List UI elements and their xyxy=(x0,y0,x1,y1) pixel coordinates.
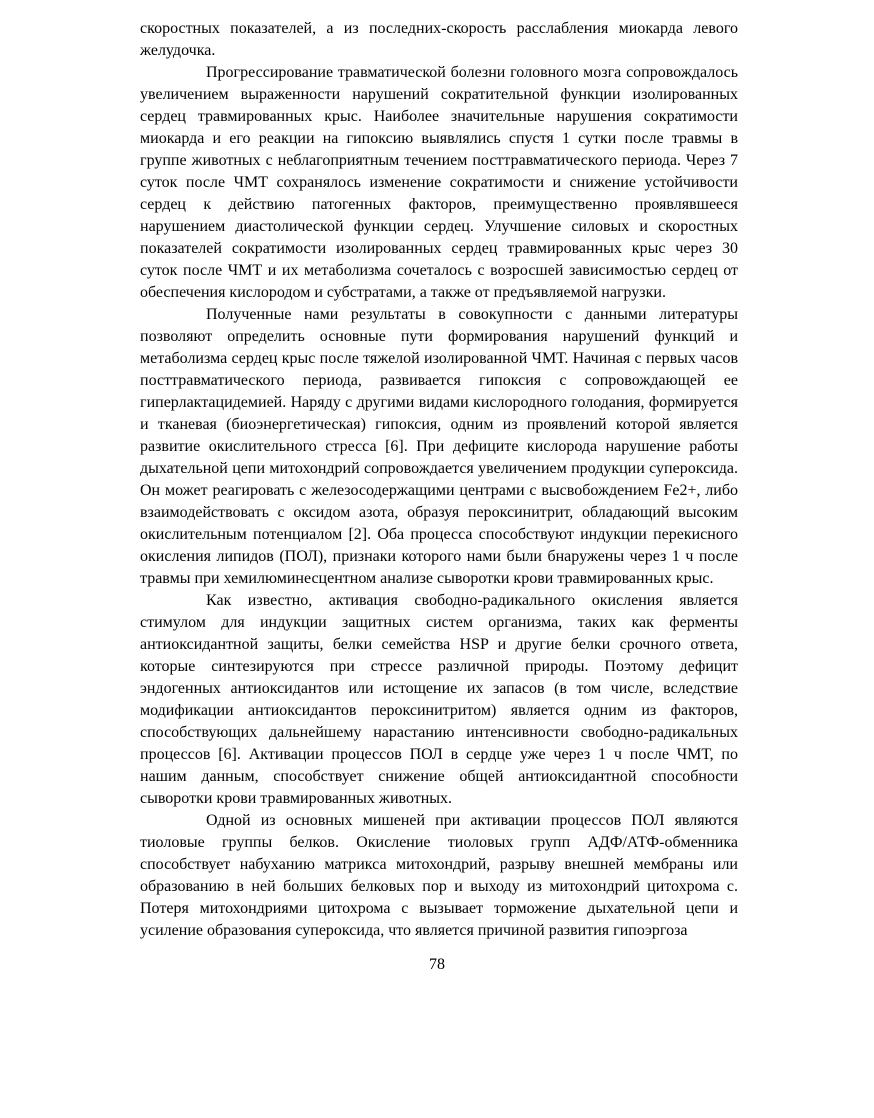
paragraph-4: Как известно, активация свободно-радикального окисления является стимулом для индукции защитных систем организма, таких как ферменты антиоксидантной защиты, белки семейства HSP и другие белки срочного ответа, которые синтезируются при стрессе различной природы. Поэтому дефицит эндогенных антиоксидантов или истощение их запасов (в том числе, вследствие модификации антиоксидантов пероксинитритом) является одним из факторов, способствующих дальнейшему нарастанию интенсивности свободно-радикальных процессов [6]. Активации процессов ПОЛ в сердце уже через 1 ч после ЧМТ, по нашим данным, способствует снижение общей антиоксидантной способности сыворотки крови травмированных животных. xyxy=(140,592,738,807)
page-number: 78 xyxy=(429,956,445,973)
paragraph-1: скоростных показателей, а из последних-скорость расслабления миокарда левого желудочка. xyxy=(140,20,738,59)
paragraph-3: Полученные нами результаты в совокупности с данными литературы позволяют определить основные пути формирования нарушений функций и метаболизма сердец крыс после тяжелой изолированной ЧМТ. Начиная с первых часов посттравматического периода, развивается гипоксия с сопровождающей ее гиперлактацидемией. Наряду с другими видами кислородного голодания, формируется и тканевая (биоэнергетическая) гипоксия, одним из проявлений которой является развитие окислительного стресса [6]. При дефиците кислорода нарушение работы дыхательной цепи митохондрий сопровождается увеличением продукции супероксида. Он может реагировать с железосодержащими центрами с высвобождением Fe2+, либо взаимодействовать с оксидом азота, образуя пероксинитрит, обладающий высоким окислительным потенциалом [2]. Оба процесса способствуют индукции перекисного окисления липидов (ПОЛ), признаки которого нами были бнаружены через 1 ч после травмы при хемилюминесцентном анализе сыворотки крови травмированных крыс. xyxy=(140,306,738,587)
body-text xyxy=(140,18,738,942)
paragraph-2: Прогрессирование травматической болезни головного мозга сопровождалось увеличением выраженности нарушений сократительной функции изолированных сердец травмированных крыс. Наиболее значительные нарушения сократимости миокарда и его реакции на гипоксию выявлялись спустя 1 сутки после травмы в группе животных с неблагоприятным течением посттравматического периода. Через 7 суток после ЧМТ сохранялось изменение сократимости и снижение устойчивости сердец к действию патогенных факторов, преимущественно проявлявшееся нарушением диастолической функции сердец. Улучшение силовых и скоростных показателей сократимости изолированных сердец травмированных крыс через 30 суток после ЧМТ и их метаболизма сочеталось с возросшей зависимостью сердец от обеспечения кислородом и субстратами, а также от предъявляемой нагрузки. xyxy=(140,64,738,301)
paragraph-5: Одной из основных мишеней при активации процессов ПОЛ являются тиоловые группы белков. Окисление тиоловых групп АДФ/АТФ-обменника способствует набуханию матрикса митохондрий, разрыву внешней мембраны или образованию в ней больших белковых пор и выходу из митохондрий цитохрома c. Потеря митохондриями цитохрома c вызывает торможение дыхательной цепи и усиление образования супероксида, что является причиной развития гипоэргоза xyxy=(140,812,738,939)
